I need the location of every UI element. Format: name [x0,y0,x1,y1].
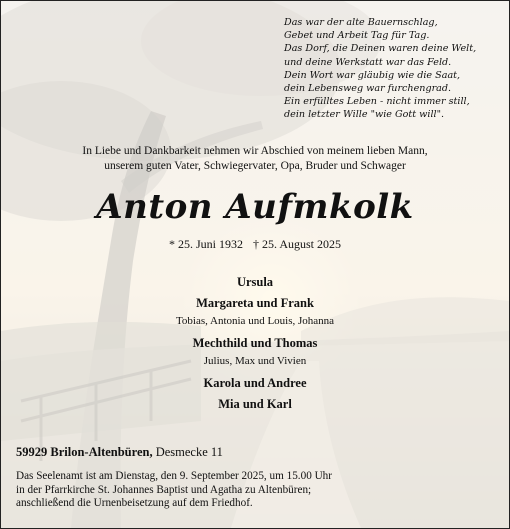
poem-line: und deine Werkstatt war das Feld. [284,56,452,68]
address-street: Desmecke 11 [155,445,223,459]
address-city: 59929 Brilon-Altenbüren, [16,445,153,459]
address [16,444,223,460]
death-date: † 25. August 2025 [253,237,342,251]
poem-line: Dein Wort war gläubig wie die Saat, [284,69,461,81]
notice-line: anschließend die Urnenbeisetzung auf dem Friedhof. [16,497,253,510]
deceased-name: Anton Aufmkolk [96,187,414,227]
intro-text [1,144,509,174]
poem [284,16,506,122]
intro-line: unserem guten Vater, Schwiegervater, Opa, Bruder und Schwager [104,160,406,172]
birth-date: * 25. Juni 1932 [168,237,243,251]
poem-line: Ein erfülltes Leben - nicht immer still, [284,96,470,108]
poem-line: Das war der alte Bauernschlag, [284,17,438,28]
poem-line: dein letzter Wille "wie Gott will". [284,109,445,121]
mourner-name: Karola und Andree [203,376,307,390]
poem-line: dein Lebensweg war furchengrad. [284,83,452,95]
funeral-notice [16,470,501,511]
mourner-children: Tobias, Antonia und Louis, Johanna [175,315,335,327]
poem-line: Gebet und Arbeit Tag für Tag. [284,30,430,42]
mourner-name: Mechthild und Thomas [192,336,318,350]
notice-line: Das Seelenamt ist am Dienstag, den 9. September 2025, um 15.00 Uhr [16,470,332,482]
life-dates [1,236,509,252]
intro-line: In Liebe und Dankbarkeit nehmen wir Abschied von meinem lieben Mann, [82,145,428,157]
mourner-children: Julius, Max und Vivien [203,355,307,367]
poem-line: Das Dorf, die Deinen waren deine Welt, [284,43,477,55]
mourner-name: Margareta und Frank [196,296,314,310]
mourner-name: Mia und Karl [218,397,292,411]
notice-line: in der Pfarrkirche St. Johannes Baptist und Agatha zu Altenbüren; [16,483,312,496]
mourner-name: Ursula [236,275,274,289]
mourners-list [1,272,509,415]
